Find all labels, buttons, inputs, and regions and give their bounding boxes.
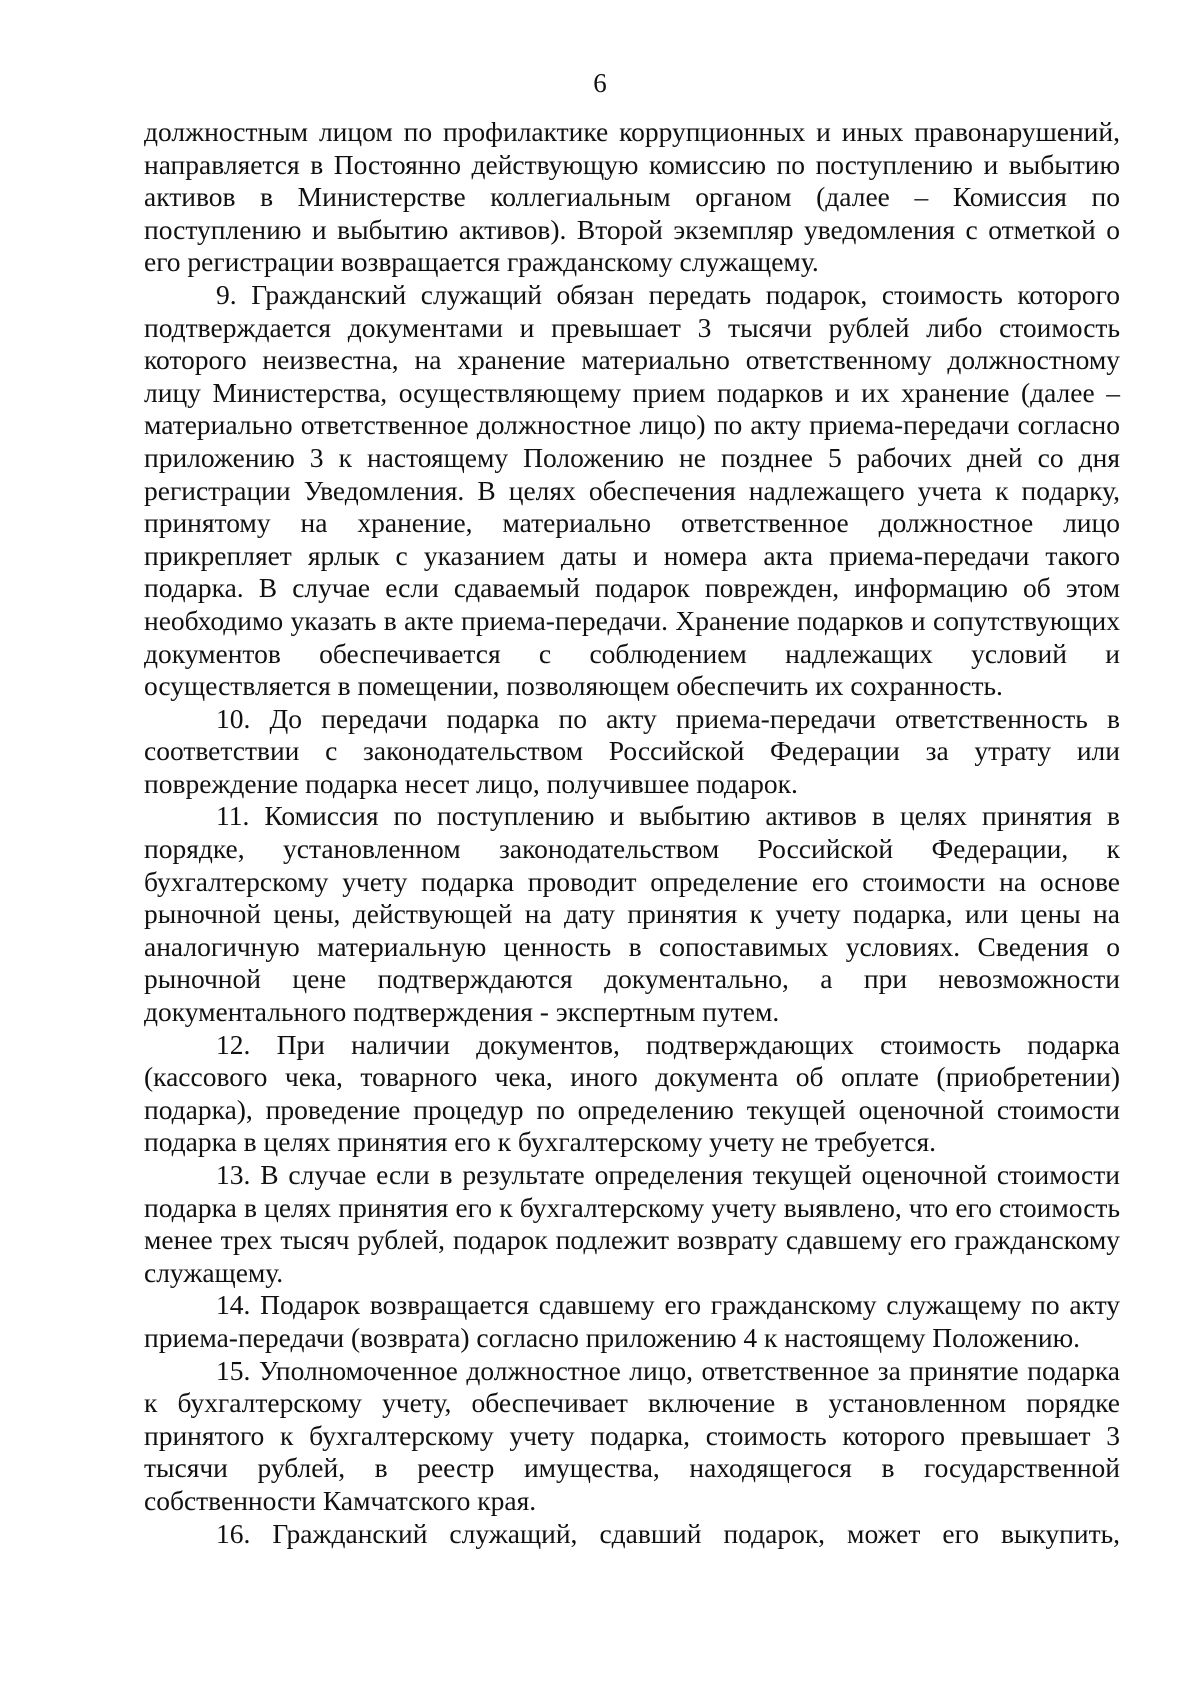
paragraph-16: 16. Гражданский служащий, сдавший подарок, может его выкупить, bbox=[216, 1517, 1120, 1549]
paragraph-12: 12. При наличии документов, подтверждающих стоимость подарка (кассового чека, товарного чека, иного документа об оплате (приобретении) подарка), проведение процедур по определению текущей оценочной стоимости подарка в целях принятия его к бухгалтерскому учету не требуется. bbox=[144, 1028, 1120, 1158]
paragraph-continuation: должностным лицом по профилактике коррупционных и иных правонарушений, направляется в Постоянно действующую комиссию по поступлению и выбытию активов в Министерстве коллегиальным органом (далее – Комиссия по поступлению и выбытию активов). Второй экземпляр уведомления с отметкой о его регистрации возвращается гражданскому служащему. bbox=[144, 116, 1120, 278]
paragraph-11: 11. Комиссия по поступлению и выбытию активов в целях принятия в порядке, установленном законодательством Российской Федерации, к бухгалтерскому учету подарка проводит определение его стоимости на основе рыночной цены, действующей на дату принятия к учету подарка, или цены на аналогичную материальную ценность в сопоставимых условиях. Сведения о рыночной цене подтверждаются документально, а при невозможности документального подтверждения - экспертным путем. bbox=[144, 800, 1120, 1028]
document-body bbox=[144, 116, 1120, 1550]
paragraph-13: 13. В случае если в результате определения текущей оценочной стоимости подарка в целях принятия его к бухгалтерскому учету выявлено, что его стоимость менее трех тысяч рублей, подарок подлежит возврату сдавшему его гражданскому служащему. bbox=[144, 1159, 1120, 1288]
paragraph-14: 14. Подарок возвращается сдавшему его гражданскому служащему по акту приема-передачи (возврата) согласно приложению 4 к настоящему Положению. bbox=[144, 1289, 1120, 1353]
paragraph-15: 15. Уполномоченное должностное лицо, ответственное за принятие подарка к бухгалтерскому учету, обеспечивает включение в установленном порядке принятого к бухгалтерскому учету подарка, стоимость которого превышает 3 тысячи рублей, в реестр имущества, находящегося в государственной собственности Камчатского края. bbox=[144, 1354, 1120, 1516]
page-number: 6 bbox=[593, 68, 607, 98]
paragraph-9: 9. Гражданский служащий обязан передать подарок, стоимость которого подтверждается документами и превышает 3 тысячи рублей либо стоимость которого неизвестна, на хранение материально ответственному должностному лицу Министерства, осуществляющему прием подарков и их хранение (далее – материально ответственное должностное лицо) по акту приема-передачи согласно приложению 3 к настоящему Положению не позднее 5 рабочих дней со дня регистрации Уведомления. В целях обеспечения надлежащего учета к подарку, принятому на хранение, материально ответственное должностное лицо прикрепляет ярлык с указанием даты и номера акта приема-передачи такого подарка. В случае если сдаваемый подарок поврежден, информацию об этом необходимо указать в акте приема-передачи. Хранение подарков и сопутствующих документов обеспечивается с соблюдением надлежащих условий и осуществляется в помещении, позволяющем обеспечить их сохранность. bbox=[144, 278, 1120, 702]
paragraph-10: 10. До передачи подарка по акту приема-передачи ответственность в соответствии с законодательством Российской Федерации за утрату или повреждение подарка несет лицо, получившее подарок. bbox=[144, 702, 1120, 799]
